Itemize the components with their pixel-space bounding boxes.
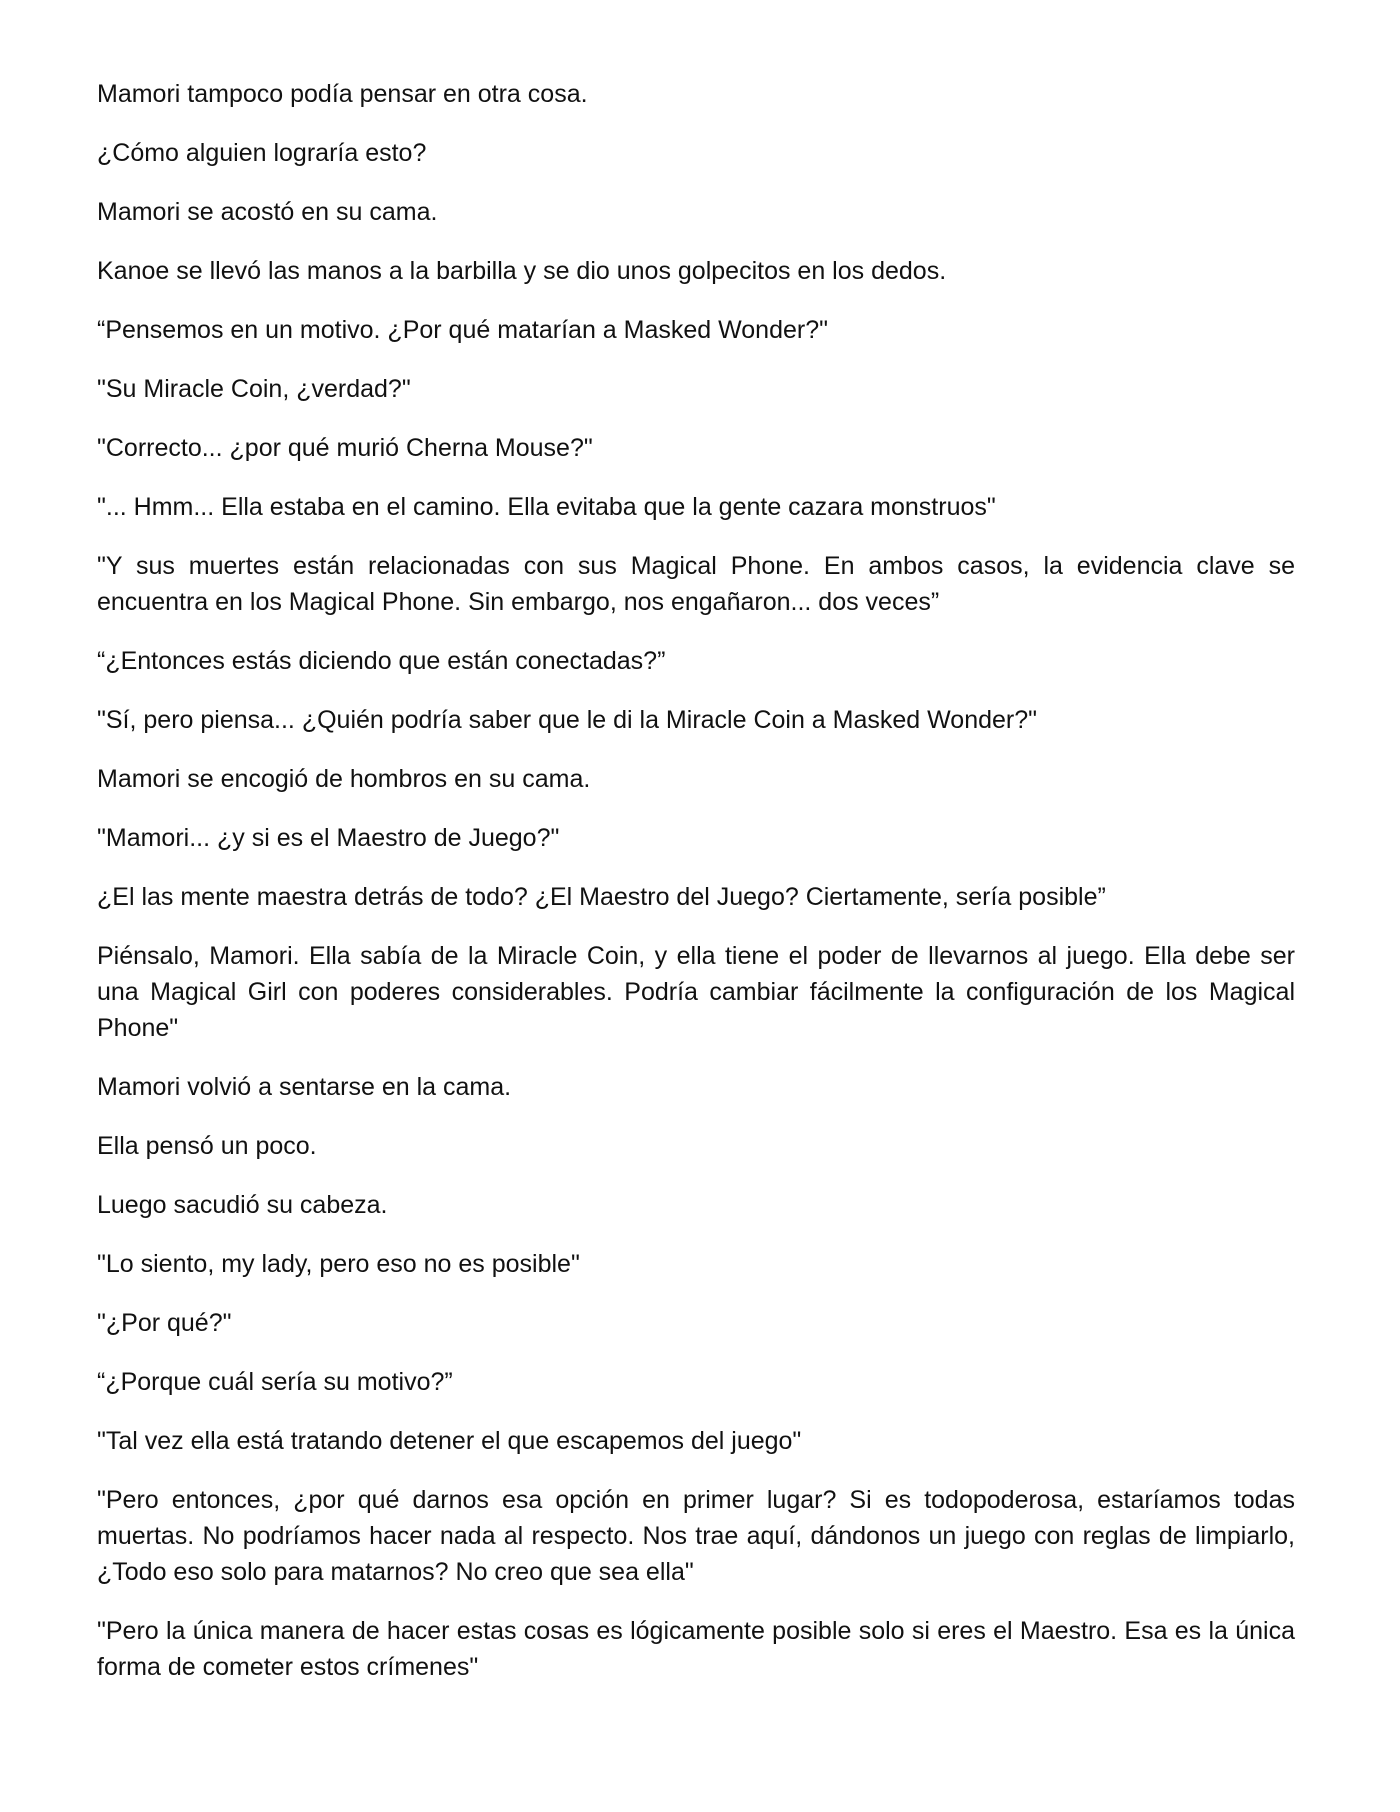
paragraph: "¿Por qué?" — [97, 1309, 232, 1337]
paragraph: "... Hmm... Ella estaba en el camino. Ella evitaba que la gente cazara monstruos" — [97, 493, 996, 521]
paragraph: Piénsalo, Mamori. Ella sabía de la Miracle Coin, y ella tiene el poder de llevarnos al juego. Ella debe ser una Magical Girl con poderes considerables. Podría cambiar fácilmente la configuración de los Magical Phone" — [97, 942, 1295, 1042]
paragraph: Luego sacudió su cabeza. — [97, 1191, 388, 1219]
paragraph: "Lo siento, my lady, pero eso no es posible" — [97, 1250, 580, 1278]
paragraph: "Pero la única manera de hacer estas cosas es lógicamente posible solo si eres el Maestro. Esa es la única forma de cometer estos crímenes" — [97, 1617, 1295, 1681]
paragraph: "Mamori... ¿y si es el Maestro de Juego?" — [97, 824, 560, 852]
paragraph: Mamori volvió a sentarse en la cama. — [97, 1073, 512, 1101]
paragraph: Mamori se acostó en su cama. — [97, 198, 438, 226]
paragraph: Mamori se encogió de hombros en su cama. — [97, 765, 591, 793]
paragraph: "Correcto... ¿por qué murió Cherna Mouse?" — [97, 434, 593, 462]
paragraph: “¿Porque cuál sería su motivo?” — [97, 1368, 453, 1396]
paragraph: ¿El las mente maestra detrás de todo? ¿El Maestro del Juego? Ciertamente, sería posible” — [97, 883, 1106, 911]
paragraph: "Sí, pero piensa... ¿Quién podría saber que le di la Miracle Coin a Masked Wonder?" — [97, 706, 1038, 734]
paragraph: ¿Cómo alguien lograría esto? — [97, 139, 427, 167]
paragraph: “Pensemos en un motivo. ¿Por qué matarían a Masked Wonder?" — [97, 316, 828, 344]
paragraph: "Y sus muertes están relacionadas con sus Magical Phone. En ambos casos, la evidencia clave se encuentra en los Magical Phone. Sin embargo, nos engañaron... dos veces” — [97, 552, 1295, 616]
paragraph: "Tal vez ella está tratando detener el que escapemos del juego" — [97, 1427, 802, 1455]
paragraph: “¿Entonces estás diciendo que están conectadas?” — [97, 647, 666, 675]
paragraph: "Su Miracle Coin, ¿verdad?" — [97, 375, 411, 403]
paragraph: Kanoe se llevó las manos a la barbilla y se dio unos golpecitos en los dedos. — [97, 257, 947, 285]
document-page — [97, 76, 1295, 1708]
paragraph: Mamori tampoco podía pensar en otra cosa. — [97, 80, 588, 108]
paragraph: Ella pensó un poco. — [97, 1132, 317, 1160]
paragraph: "Pero entonces, ¿por qué darnos esa opción en primer lugar? Si es todopoderosa, estaríamos todas muertas. No podríamos hacer nada al respecto. Nos trae aquí, dándonos un juego con reglas de limpiarlo, ¿Todo eso solo para matarnos? No creo que sea ella" — [97, 1486, 1295, 1586]
